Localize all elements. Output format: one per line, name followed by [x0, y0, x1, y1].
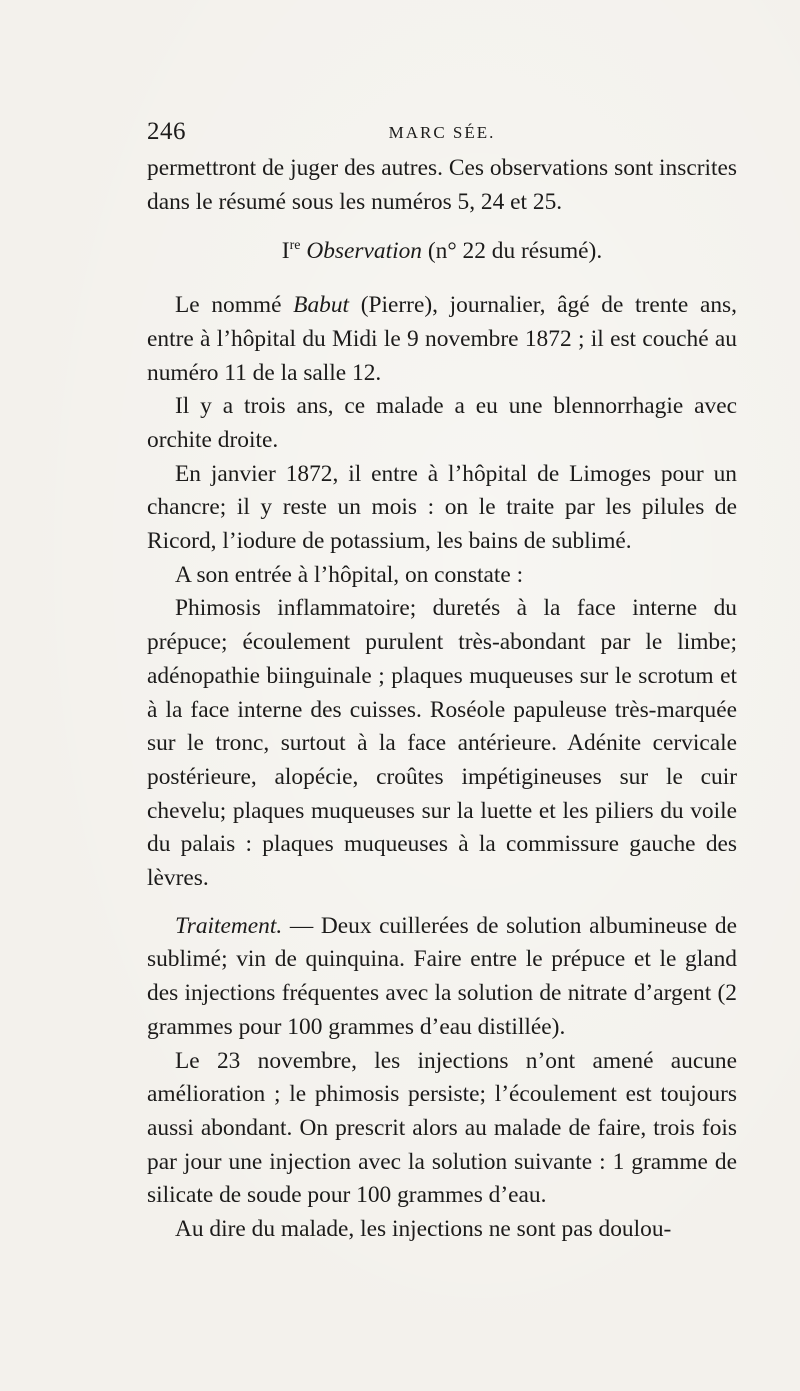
patient-name: Babut [293, 292, 350, 319]
paragraph-november: Le 23 novembre, les injections n’ont amené aucune amélioration ; le phimosis persiste; l’écoulement est toujours aussi abondant. On prescrit alors au malade de faire, trois fois par jour une injection avec la solution suivante : 1 gramme de silicate de soude pour 100 grammes d’eau. [147, 1047, 737, 1209]
spacer [147, 896, 737, 910]
page-number: 246 [147, 118, 186, 145]
paragraph-final: Au dire du malade, les injections ne sont pas doulou- [175, 1216, 672, 1243]
paragraph-entry: A son entrée à l’hôpital, on constate : [175, 561, 524, 588]
paragraph-history: Il y a trois ans, ce malade a eu une blennorrhagie avec orchite droite. [147, 393, 737, 453]
patient-details: (Pierre), journalier, âgé de trente ans, entre à l’hôpital du Midi le 9 novembre 1872 ; il est couché au numéro 11 de la salle 12. [147, 292, 737, 386]
heading-reference: (n° 22 du résumé). [427, 238, 603, 265]
intro-paragraph: permettront de juger des autres. Ces observations sont inscrites dans le résumé sous les numéros 5, 24 et 25. [147, 155, 737, 215]
paragraph-symptoms: Phimosis inflammatoire; duretés à la face interne du prépuce; écoulement purulent très-abondant par le limbe; adénopathie biinguinale ; plaques muqueuses sur le scrotum et à la face interne des cuisses. Roséole papuleuse très-marquée sur le tronc, surtout à la face antérieure. Adénite cervicale postérieure, alopécie, croûtes impétigineuses sur le cuir chevelu; plaques muqueuses sur la luette et les piliers du voile du palais : plaques muqueuses à la commissure gauche des lèvres. [147, 595, 737, 892]
running-head: MARC SÉE. [388, 123, 496, 142]
patient-intro: Le nommé [175, 292, 294, 319]
paragraph-treatment [147, 910, 737, 1045]
body-text [147, 152, 737, 1247]
paragraph-limoges: En janvier 1872, il entre à l’hôpital de Limoges pour un chancre; il y reste un mois : on le traite par les pilules de Ricord, l’iodure de potassium, les bains de sublimé. [147, 460, 737, 555]
paragraph-patient [147, 289, 737, 390]
treatment-label: Traitement. [175, 912, 283, 939]
page-header [147, 118, 737, 148]
heading-observation-word: Observation [306, 238, 422, 265]
observation-heading [147, 225, 737, 283]
treatment-text: — Deux cuillerées de solution albumineuse de sublimé; vin de quinquina. Faire entre le prépuce et le gland des injections fréquentes avec la solution de nitrate d’argent (2 grammes pour 100 grammes d’eau distillée). [147, 912, 737, 1040]
heading-numeral: I [281, 238, 290, 265]
heading-superscript: re [289, 238, 301, 254]
